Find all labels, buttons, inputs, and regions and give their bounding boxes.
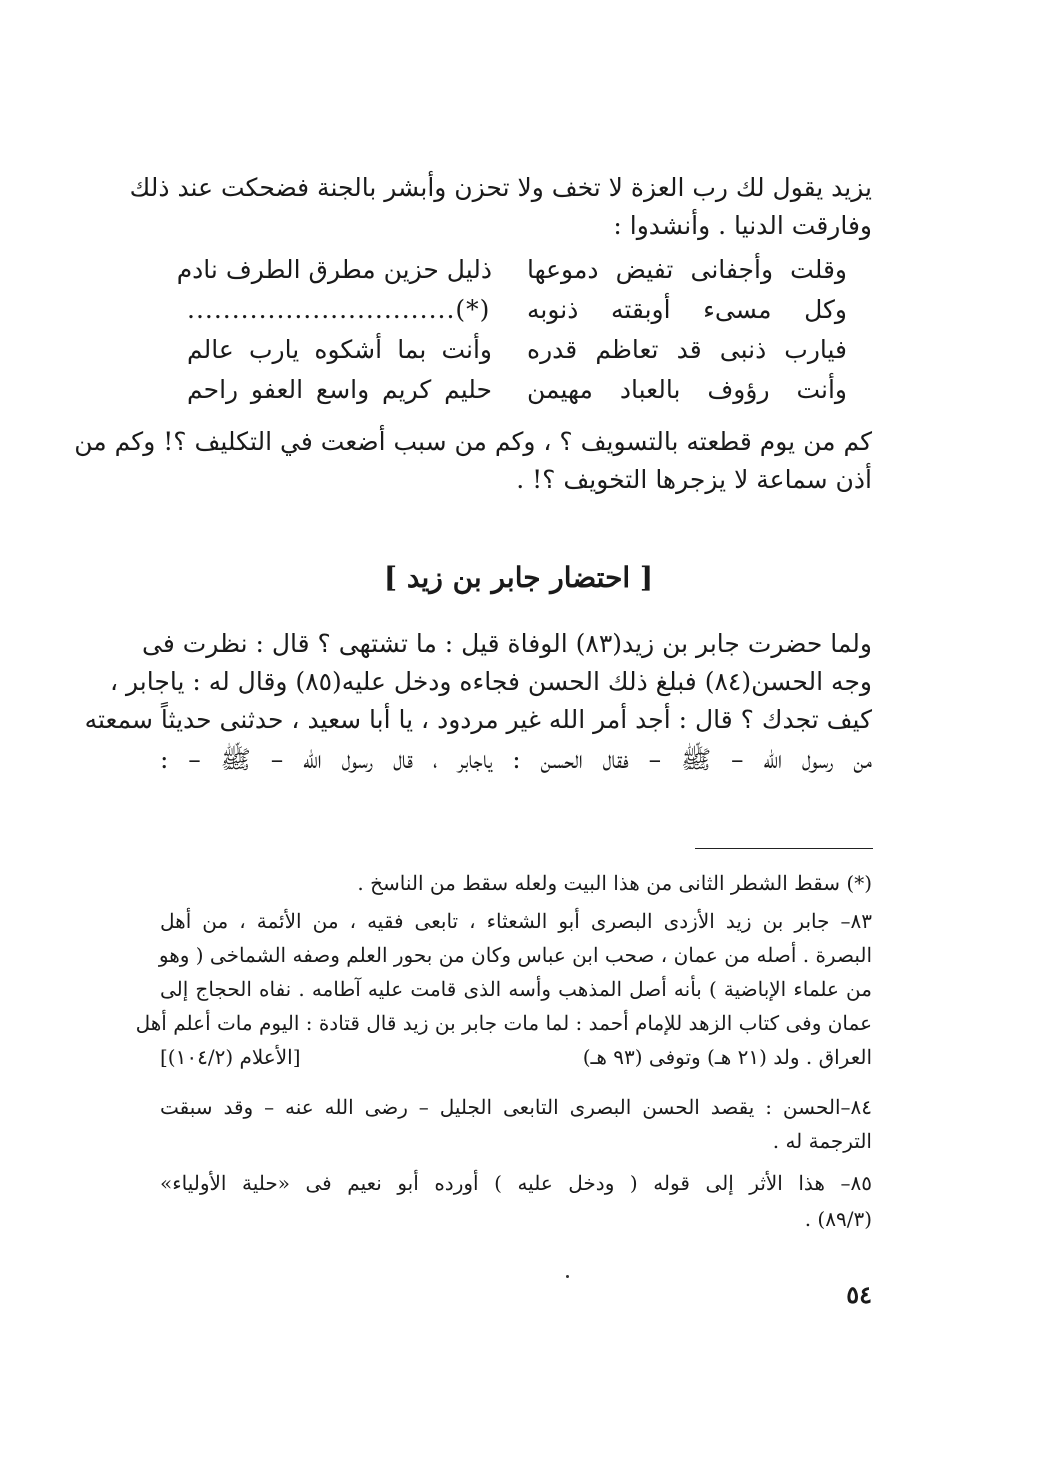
- verse-second-hemistich: وأنت بما أشكوه يارب عالم: [187, 335, 492, 364]
- footnote-dates: العراق . ولد (٢١ هـ) وتوفى (٩٣ هـ): [582, 1045, 872, 1069]
- poem-verse: [176, 249, 847, 291]
- body-line: وجه الحسن(٨٤) فبلغ ذلك الحسن فجاءه ودخل عليه(٨٥) وقال له : ياجابر ،: [109, 667, 872, 696]
- section-heading: [ احتضار جابر بن زيد ]: [383, 561, 654, 594]
- stray-dot: [566, 1275, 569, 1278]
- footnote-reference: [الأعلام (١٠٤/٢)]: [160, 1045, 301, 1069]
- verse-first-hemistich: وأنت رؤوف بالعباد مهيمن: [527, 375, 847, 404]
- footnote-divider: [695, 848, 873, 849]
- verse-first-hemistich: فيارب ذنبى قد تعاظم قدره: [527, 335, 847, 364]
- verse-second-hemistich: حليم كريم واسع العفو راحم: [187, 375, 492, 404]
- footnote-line: . (٨٩/٣): [804, 1207, 872, 1231]
- footnote-star: (*) سقط الشطر الثانى من هذا البيت ولعله سقط من الناسخ .: [357, 871, 872, 895]
- body-line: من رسول الله – ﷺ – فقال الحسن : ياجابر ، قال رسول الله – ﷺ – :: [160, 745, 872, 774]
- footnote-line: من علماء الإباضية ) بأنه أصل المذهب وأسه الذى قامت عليه آطامه . نفاه الحجاج إلى: [160, 977, 872, 1001]
- body-line: كيف تجدك ؟ قال : أجد أمر الله غير مردود ، يا أبا سعيد ، حدثنى حديثاً سمعته: [84, 705, 872, 734]
- footnote-line: الترجمة له .: [772, 1129, 872, 1153]
- body-line: وفارقت الدنيا . وأنشدوا :: [613, 211, 872, 240]
- footnote-line: ٨٣– جابر بن زيد الأزدى البصرى أبو الشعثاء ، تابعى فقيه ، من الأئمة ، من أهل: [160, 909, 872, 933]
- poem-verse: [187, 329, 847, 371]
- footnote-line: ٨٤–الحسن : يقصد الحسن البصرى التابعى الجليل – رضى الله عنه – وقد سبقت: [160, 1095, 872, 1119]
- body-line: أذن سماعة لا يزجرها التخويف ؟! .: [516, 465, 872, 494]
- poem-verse: [187, 289, 847, 331]
- footnote-line: ٨٥– هذا الأثر إلى قوله ( ودخل عليه ) أورده أبو نعيم فى «حلية الأولياء»: [160, 1171, 872, 1195]
- page-number: ٥٤: [846, 1280, 872, 1309]
- verse-second-hemistich: ذليل حزين مطرق الطرف نادم: [176, 255, 492, 284]
- verse-missing-hemistich: ..............................(*): [187, 295, 491, 324]
- body-line: ولما حضرت جابر بن زيد(٨٣) الوفاة قيل : ما تشتهى ؟ قال : نظرت فى: [142, 629, 872, 658]
- verse-first-hemistich: وقلت وأجفانى تفيض دموعها: [527, 255, 847, 284]
- footnote-line: عمان وفى كتاب الزهد للإمام أحمد : لما مات جابر بن زيد قال قتادة : اليوم مات أعلم أهل: [135, 1011, 872, 1035]
- footnote-line: البصرة . أصله من عمان ، صحب ابن عباس وكان من بحور العلم وصفه الشماخى ( وهو: [158, 943, 872, 967]
- body-line: يزيد يقول لك رب العزة لا تخف ولا تحزن وأبشر بالجنة فضحكت عند ذلك: [129, 173, 872, 202]
- body-line: كم من يوم قطعته بالتسويف ؟ ، وكم من سبب أضعت في التكليف ؟! وكم من: [74, 427, 872, 456]
- poem-verse: [187, 369, 847, 411]
- footnote-line: [160, 1040, 872, 1074]
- verse-first-hemistich: وكل مسىء أوبقته ذنوبه: [527, 295, 847, 324]
